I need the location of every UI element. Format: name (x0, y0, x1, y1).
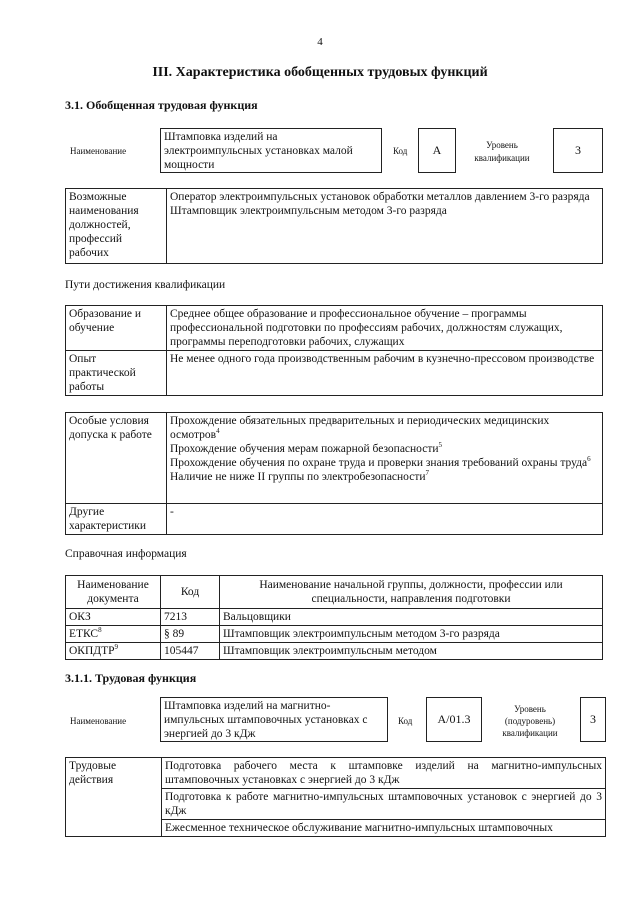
page-number: 4 (317, 36, 323, 48)
ref-code: § 89 (161, 626, 220, 643)
ref-code: 105447 (161, 643, 220, 660)
gtf-level-value: 3 (553, 128, 603, 173)
ref-doc: ЕТКС$^8$ (66, 626, 161, 643)
paths-title: Пути достижения квалификации (65, 279, 226, 291)
ref-name: Вальцовщики (220, 609, 603, 626)
ref-doc: ОКЗ (66, 609, 161, 626)
special-item: Прохождение обязательных предварительных и периодических медицинских осмотров$^4$ (170, 415, 550, 441)
tf-level-value: 3 (580, 697, 606, 742)
section-title: 3.1. Обобщенная трудовая функция (65, 98, 258, 112)
action-item: Ежесменное техническое обслуживание магнитно-импульсных штамповочных (162, 820, 606, 837)
ref-header-doc: Наименование документа (66, 576, 161, 609)
table-row (66, 758, 606, 789)
actions-label: Трудовые действия (66, 758, 162, 837)
footnote-ref: 8 (98, 626, 102, 635)
table-row (66, 504, 603, 535)
table-row (66, 306, 603, 351)
table-row (66, 576, 603, 609)
reference-table (65, 575, 603, 660)
other-label: Другие характеристики (66, 504, 167, 535)
position-item: Оператор электроимпульсных установок обработки металлов давлением 3-го разряда (170, 191, 590, 203)
action-item: Подготовка к работе магнитно-импульсных штамповочных установок с энергией до 3 кДж (162, 789, 606, 820)
position-item: Штамповщик электроимпульсным методом 3-го разряда (170, 205, 447, 217)
conditions-table (65, 412, 603, 535)
education-table (65, 305, 603, 396)
tf-code-value: А/01.3 (426, 697, 482, 742)
ref-header-code: Код (161, 576, 220, 609)
education-value: Среднее общее образование и профессиональное обучение – программы профессиональной подготовки по профессиям рабочих, должностям служащих, программы переподготовки рабочих, служащих (167, 306, 603, 351)
actions-table (65, 757, 606, 837)
tf-code-label: Код (398, 716, 413, 726)
special-label: Особые условия допуска к работе (66, 413, 167, 504)
other-value: - (167, 504, 603, 535)
footnote-ref: 5 (438, 441, 443, 450)
table-row (66, 643, 603, 660)
page-heading: III. Характеристика обобщенных трудовых функций (152, 65, 488, 80)
positions-table (65, 188, 603, 264)
education-label: Образование и обучение (66, 306, 167, 351)
footnote-ref: 6 (587, 455, 591, 464)
tf-name-label: Наименование (70, 716, 127, 726)
reference-title: Справочная информация (65, 548, 187, 560)
footnote-ref: 9 (114, 643, 119, 652)
positions-values (167, 189, 603, 264)
special-item: Наличие не ниже II группы по электробезопасности$^7$ (170, 469, 430, 483)
gtf-name-value: Штамповка изделий на электроимпульсных установках малой мощности (160, 128, 382, 173)
tf-level-label: Уровень (подуровень) квалификации (502, 704, 558, 738)
ref-doc: ОКПДТР$^9$ (66, 643, 161, 660)
ref-code: 7213 (161, 609, 220, 626)
positions-label: Возможные наименования должностей, профессий рабочих (66, 189, 167, 264)
ref-name: Штамповщик электроимпульсным методом (220, 643, 603, 660)
special-item: Прохождение обучения по охране труда и проверки знания требований охраны труда$^6$ (170, 455, 591, 469)
gtf-level-label: Уровень квалификации (474, 140, 530, 163)
ref-name: Штамповщик электроимпульсным методом 3-го разряда (220, 626, 603, 643)
gtf-name-label: Наименование (70, 146, 127, 156)
table-row (66, 609, 603, 626)
gtf-code-label: Код (393, 146, 408, 156)
experience-label: Опыт практической работы (66, 351, 167, 396)
footnote-ref: 4 (216, 427, 220, 436)
footnote-ref: 7 (425, 469, 430, 478)
tf-name-value: Штамповка изделий на магнитно-импульсных штамповочных установках с энергией до 3 кДж (160, 697, 388, 742)
subsection-title: 3.1.1. Трудовая функция (65, 671, 197, 685)
table-row (66, 413, 603, 504)
special-item: Прохождение обучения мерам пожарной безопасности$^5$ (170, 441, 443, 455)
table-row (66, 351, 603, 396)
experience-value: Не менее одного года производственным рабочим в кузнечно-прессовом производстве (167, 351, 603, 396)
ref-header-name: Наименование начальной группы, должности, профессии или специальности, направления подготовки (220, 576, 603, 609)
action-item: Подготовка рабочего места к штамповке изделий на магнитно-импульсных штамповочных установках с энергией до 3 кДж (162, 758, 606, 789)
gtf-code-value: А (418, 128, 456, 173)
table-row (66, 626, 603, 643)
table-row (66, 189, 603, 264)
special-values (167, 413, 603, 504)
